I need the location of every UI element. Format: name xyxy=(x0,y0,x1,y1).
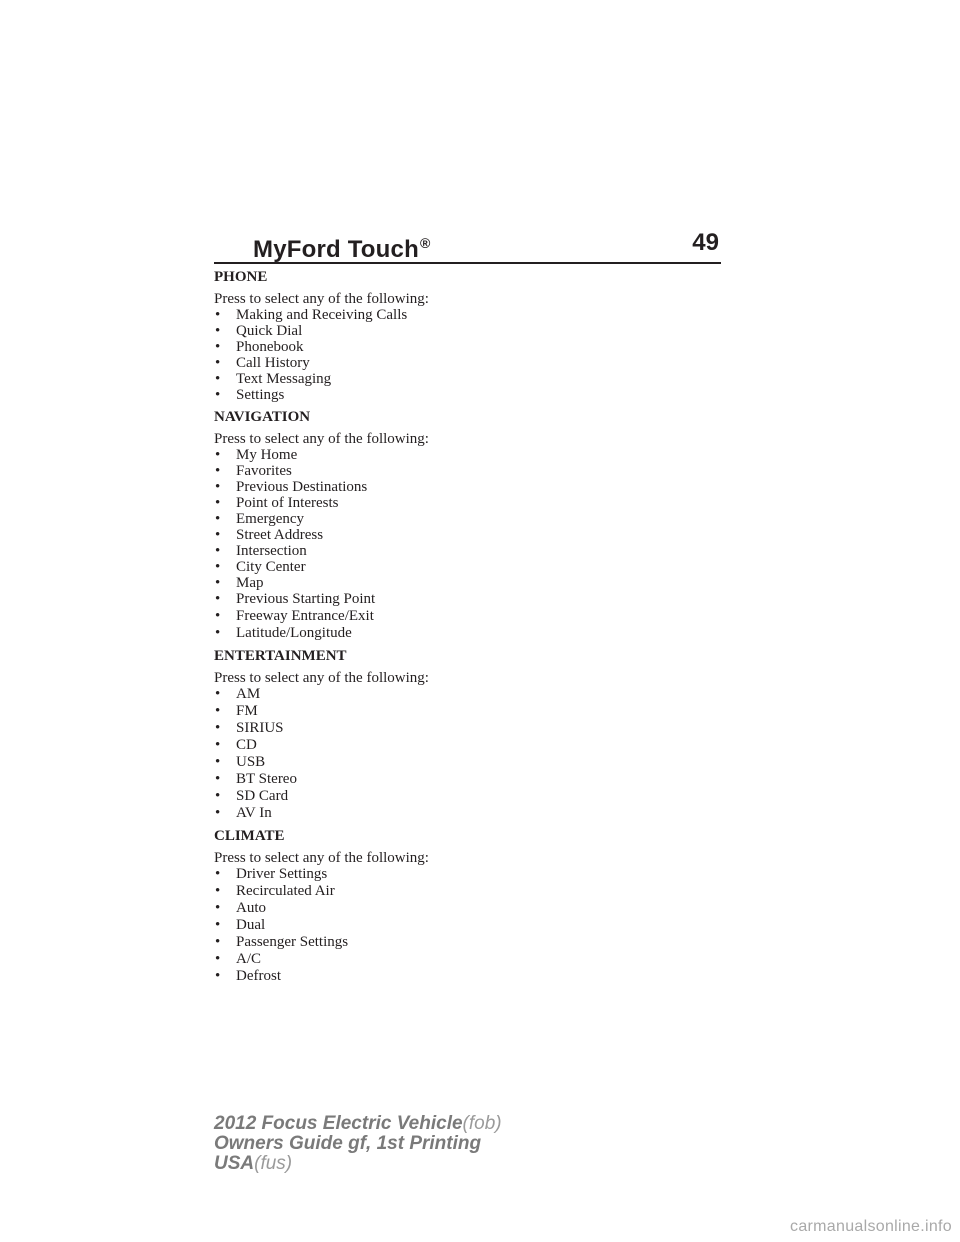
registered-mark: ® xyxy=(419,235,431,251)
bullet-icon: • xyxy=(215,788,221,804)
list-item: • Call History xyxy=(215,355,310,371)
bullet-list-climate xyxy=(214,866,724,985)
bullet-icon: • xyxy=(215,934,221,950)
bullet-icon: • xyxy=(215,917,221,933)
section-intro: Press to select any of the following: xyxy=(214,291,429,307)
list-item: • My Home xyxy=(215,447,298,463)
list-item: • Dual xyxy=(215,917,266,933)
section-heading-navigation: NAVIGATION xyxy=(214,409,311,425)
bullet-icon: • xyxy=(215,463,221,479)
bullet-icon: • xyxy=(215,968,221,984)
list-item: • CD xyxy=(215,737,257,753)
bullet-icon: • xyxy=(215,527,221,543)
section-heading-entertainment: ENTERTAINMENT xyxy=(214,648,347,664)
list-item: • Favorites xyxy=(215,463,292,479)
bullet-icon: • xyxy=(215,479,221,495)
list-item: • AM xyxy=(215,686,261,702)
bullet-list-entertainment xyxy=(214,686,724,822)
bullet-icon: • xyxy=(215,575,221,591)
bullet-icon: • xyxy=(215,591,221,607)
list-item: • SD Card xyxy=(215,788,289,804)
bullet-icon: • xyxy=(215,608,221,624)
list-item: • Quick Dial xyxy=(215,323,303,339)
footer-line-2: Owners Guide gf, 1st Printing xyxy=(214,1133,482,1154)
list-item: • Recirculated Air xyxy=(215,883,335,899)
bullet-icon: • xyxy=(215,754,221,770)
bullet-icon: • xyxy=(215,771,221,787)
list-item: • Making and Receiving Calls xyxy=(215,307,408,323)
section-entertainment xyxy=(214,647,724,822)
list-item: • Latitude/Longitude xyxy=(215,625,352,641)
list-item: • SIRIUS xyxy=(215,720,284,736)
print-footer xyxy=(214,1114,502,1174)
bullet-icon: • xyxy=(215,447,221,463)
list-item: • Driver Settings xyxy=(215,866,328,882)
header-title xyxy=(253,226,430,267)
bullet-icon: • xyxy=(215,339,221,355)
section-climate xyxy=(214,827,724,985)
list-item: • USB xyxy=(215,754,266,770)
bullet-icon: • xyxy=(215,900,221,916)
bullet-icon: • xyxy=(215,703,221,719)
bullet-icon: • xyxy=(215,355,221,371)
list-item: • Previous Starting Point xyxy=(215,591,376,607)
list-item: • Phonebook xyxy=(215,339,304,355)
section-heading-phone: PHONE xyxy=(214,269,268,285)
section-phone xyxy=(214,268,724,403)
page-header xyxy=(214,226,721,264)
bullet-list-phone xyxy=(214,307,724,403)
page-content xyxy=(214,268,724,985)
list-item: • Settings xyxy=(215,387,285,403)
section-intro: Press to select any of the following: xyxy=(214,670,429,686)
list-item: • Intersection xyxy=(215,543,307,559)
header-title-text: MyFord Touch xyxy=(253,236,419,263)
bullet-list-navigation xyxy=(214,447,724,642)
bullet-icon: • xyxy=(215,686,221,702)
section-intro: Press to select any of the following: xyxy=(214,850,429,866)
list-item: • A/C xyxy=(215,951,262,967)
watermark: carmanualsonline.info xyxy=(790,1218,952,1235)
bullet-icon: • xyxy=(215,495,221,511)
list-item: • Freeway Entrance/Exit xyxy=(215,608,374,624)
list-item: • FM xyxy=(215,703,258,719)
bullet-icon: • xyxy=(215,511,221,527)
section-navigation xyxy=(214,408,724,642)
list-item: • Auto xyxy=(215,900,266,916)
bullet-icon: • xyxy=(215,543,221,559)
list-item: • City Center xyxy=(215,559,306,575)
bullet-icon: • xyxy=(215,805,221,821)
bullet-icon: • xyxy=(215,323,221,339)
bullet-icon: • xyxy=(215,737,221,753)
list-item: • Emergency xyxy=(215,511,305,527)
list-item: • Passenger Settings xyxy=(215,934,349,950)
list-item: • Point of Interests xyxy=(215,495,339,511)
list-item: • Text Messaging xyxy=(215,371,332,387)
footer-line-1: 2012 Focus Electric Vehicle(fob) xyxy=(214,1113,502,1134)
bullet-icon: • xyxy=(215,625,221,641)
bullet-icon: • xyxy=(215,866,221,882)
list-item: • Map xyxy=(215,575,264,591)
list-item: • Defrost xyxy=(215,968,281,984)
list-item: • Street Address xyxy=(215,527,324,543)
bullet-icon: • xyxy=(215,307,221,323)
section-intro: Press to select any of the following: xyxy=(214,431,429,447)
list-item: • AV In xyxy=(215,805,272,821)
bullet-icon: • xyxy=(215,387,221,403)
list-item: • BT Stereo xyxy=(215,771,297,787)
section-heading-climate: CLIMATE xyxy=(214,828,285,844)
bullet-icon: • xyxy=(215,951,221,967)
page-number: 49 xyxy=(692,229,719,256)
bullet-icon: • xyxy=(215,559,221,575)
list-item: • Previous Destinations xyxy=(215,479,368,495)
bullet-icon: • xyxy=(215,720,221,736)
bullet-icon: • xyxy=(215,883,221,899)
bullet-icon: • xyxy=(215,371,221,387)
footer-line-3: USA(fus) xyxy=(214,1153,293,1174)
